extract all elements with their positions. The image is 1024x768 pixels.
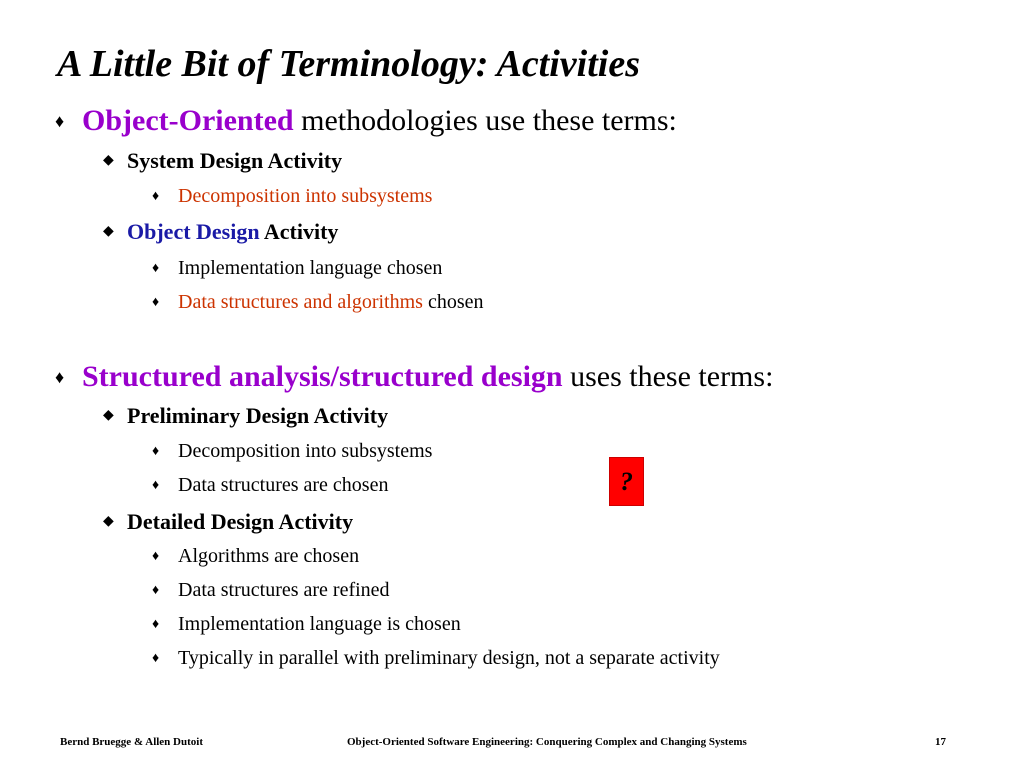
slide-title: A Little Bit of Terminology: Activities (57, 43, 640, 85)
diamond-bullet-icon: ♦ (152, 478, 160, 493)
diamond-bullet-icon: ♦ (152, 261, 160, 276)
oo-lead: Object-Oriented (82, 104, 294, 137)
diamond-bullet-icon: ◆ (103, 408, 114, 423)
sasd-data-structures-item (152, 472, 388, 499)
sasd-rest: uses these terms: (562, 360, 774, 393)
sasd-bullet (55, 359, 773, 395)
parallel-label: Typically in parallel with preliminary design, not a separate activity (178, 647, 720, 669)
detailed-design-item (103, 508, 353, 536)
question-mark-box: ? (609, 457, 644, 506)
object-design-rest: Activity (259, 219, 339, 244)
diamond-bullet-icon: ♦ (152, 651, 160, 666)
oo-impl-language-label: Implementation language chosen (178, 257, 443, 279)
diamond-bullet-icon: ♦ (152, 617, 160, 632)
preliminary-design-label: Preliminary Design Activity (127, 403, 389, 428)
sasd-impl-language-item (152, 611, 461, 638)
diamond-bullet-icon: ♦ (152, 444, 160, 459)
detailed-design-label: Detailed Design Activity (127, 509, 354, 534)
oo-decomposition-label: Decomposition into subsystems (178, 185, 433, 207)
refined-item (152, 577, 390, 604)
footer-page-number: 17 (935, 736, 946, 748)
sasd-decomposition-item (152, 438, 432, 465)
diamond-bullet-icon: ◆ (103, 153, 114, 168)
diamond-bullet-icon: ♦ (152, 583, 160, 598)
footer-book-title: Object-Oriented Software Engineering: Conquering Complex and Changing Systems (347, 736, 747, 748)
system-design-item (103, 147, 342, 175)
sasd-data-structures-label: Data structures are chosen (178, 474, 389, 496)
object-design-lead: Object Design (127, 219, 260, 244)
sasd-impl-language-label: Implementation language is chosen (178, 613, 461, 635)
diamond-bullet-icon: ♦ (152, 295, 160, 310)
preliminary-design-item (103, 402, 388, 430)
sasd-lead: Structured analysis/structured design (82, 360, 563, 393)
diamond-bullet-icon: ♦ (152, 189, 160, 204)
oo-decomposition-item (152, 183, 432, 210)
oo-bullet (55, 103, 677, 139)
oo-rest: methodologies use these terms: (293, 104, 677, 137)
algorithms-label: Algorithms are chosen (178, 545, 360, 567)
oo-impl-language-item (152, 255, 442, 282)
algorithms-item (152, 543, 359, 570)
diamond-bullet-icon: ♦ (55, 111, 65, 131)
parallel-item (152, 645, 720, 672)
footer-authors: Bernd Bruegge & Allen Dutoit (60, 736, 203, 748)
system-design-label: System Design Activity (127, 148, 343, 173)
sasd-decomposition-label: Decomposition into subsystems (178, 440, 433, 462)
oo-data-structures-rest: chosen (422, 291, 484, 313)
object-design-item (103, 218, 338, 246)
diamond-bullet-icon: ♦ (55, 367, 65, 387)
diamond-bullet-icon: ◆ (103, 514, 114, 529)
oo-data-structures-item (152, 289, 483, 316)
oo-data-structures-lead: Data structures and algorithms (178, 291, 423, 313)
diamond-bullet-icon: ♦ (152, 549, 160, 564)
diamond-bullet-icon: ◆ (103, 224, 114, 239)
refined-label: Data structures are refined (178, 579, 390, 601)
